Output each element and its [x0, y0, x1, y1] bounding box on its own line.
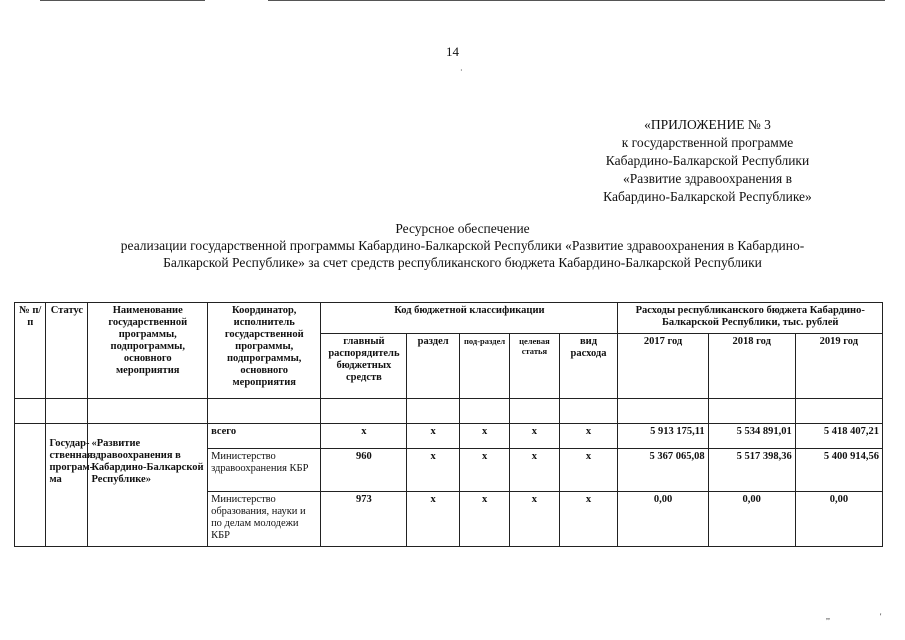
section-cell: х — [407, 449, 459, 492]
header-year-2019: 2019 год — [795, 334, 882, 399]
program-name: «Развитие здравоохранения в Кабардино-Балкарской Республике» — [88, 424, 208, 547]
table-row — [15, 424, 883, 449]
header-year-2017: 2017 год — [618, 334, 708, 399]
header-expense-type: вид расхода — [559, 334, 618, 399]
target-cell: х — [510, 492, 559, 547]
page-number: 14 — [446, 44, 459, 59]
header-section: раздел — [407, 334, 459, 399]
header-main-manager: главный распорядитель бюджетных средств — [321, 334, 407, 399]
title-line: реализации государственной программы Кабардино-Балкарской Республики «Развитие здравоохранения в Кабардино- — [120, 238, 805, 253]
type-cell: х — [559, 424, 618, 449]
amount-2017: 5 367 065,08 — [618, 449, 708, 492]
grbs-cell: 960 — [321, 449, 407, 492]
amount-2018: 0,00 — [708, 492, 795, 547]
subsection-cell: х — [459, 424, 509, 449]
appendix-line: «ПРИЛОЖЕНИЕ № 3 — [644, 117, 771, 132]
title-line: Ресурсное обеспечение — [395, 221, 530, 236]
executor-cell: всего — [208, 424, 321, 449]
appendix-header — [580, 116, 835, 206]
appendix-line: Кабардино-Балкарской Республики — [605, 153, 810, 168]
amount-2017: 5 913 175,11 — [618, 424, 708, 449]
header-target-article: целевая статья — [510, 334, 559, 399]
type-cell: х — [559, 449, 618, 492]
amount-2019: 0,00 — [795, 492, 882, 547]
header-year-2018: 2018 год — [708, 334, 795, 399]
section-cell: х — [407, 424, 459, 449]
header-subsection: под-раздел — [459, 334, 509, 399]
appendix-line: к государственной программе — [621, 135, 794, 150]
row-num-cell — [15, 424, 46, 547]
scan-top-line-left — [40, 0, 205, 1]
target-cell: х — [510, 449, 559, 492]
scan-artifact-dot: · — [460, 66, 463, 75]
appendix-line: Кабардино-Балкарской Республике» — [603, 189, 812, 204]
table-header-row — [15, 303, 883, 334]
title-line: Балкарской Республике» за счет средств республиканского бюджета Кабардино-Балкарской Республики — [163, 255, 762, 270]
program-status: Государ-ственная програм-ма — [46, 424, 88, 547]
grbs-cell: 973 — [321, 492, 407, 547]
header-num: № п/п — [15, 303, 46, 399]
type-cell: х — [559, 492, 618, 547]
header-expenses: Расходы республиканского бюджета Кабардино-Балкарской Республики, тыс. рублей — [618, 303, 883, 334]
amount-2018: 5 534 891,01 — [708, 424, 795, 449]
table-spacer-row — [15, 399, 883, 424]
header-coordinator: Координатор, исполнитель государственной программы, подпрограммы, основного мероприятия — [208, 303, 321, 399]
executor-cell: Министерство здравоохранения КБР — [208, 449, 321, 492]
amount-2017: 0,00 — [618, 492, 708, 547]
executor-cell: Министерство образования, науки и по делам молодежи КБР — [208, 492, 321, 547]
amount-2018: 5 517 398,36 — [708, 449, 795, 492]
header-program-name: Наименование государственной программы, подпрограммы, основного мероприятия — [88, 303, 208, 399]
amount-2019: 5 418 407,21 — [795, 424, 882, 449]
section-cell: х — [407, 492, 459, 547]
amount-2019: 5 400 914,56 — [795, 449, 882, 492]
appendix-line: «Развитие здравоохранения в — [623, 171, 792, 186]
scan-artifact-mark: ' — [880, 612, 882, 621]
document-title — [40, 220, 885, 271]
header-budget-code: Код бюджетной классификации — [321, 303, 618, 334]
scan-artifact-mark: ,, — [826, 612, 830, 621]
scan-top-line-right — [268, 0, 885, 1]
subsection-cell: х — [459, 492, 509, 547]
target-cell: х — [510, 424, 559, 449]
subsection-cell: х — [459, 449, 509, 492]
header-status: Статус — [46, 303, 88, 399]
grbs-cell: х — [321, 424, 407, 449]
resource-table — [14, 302, 883, 547]
